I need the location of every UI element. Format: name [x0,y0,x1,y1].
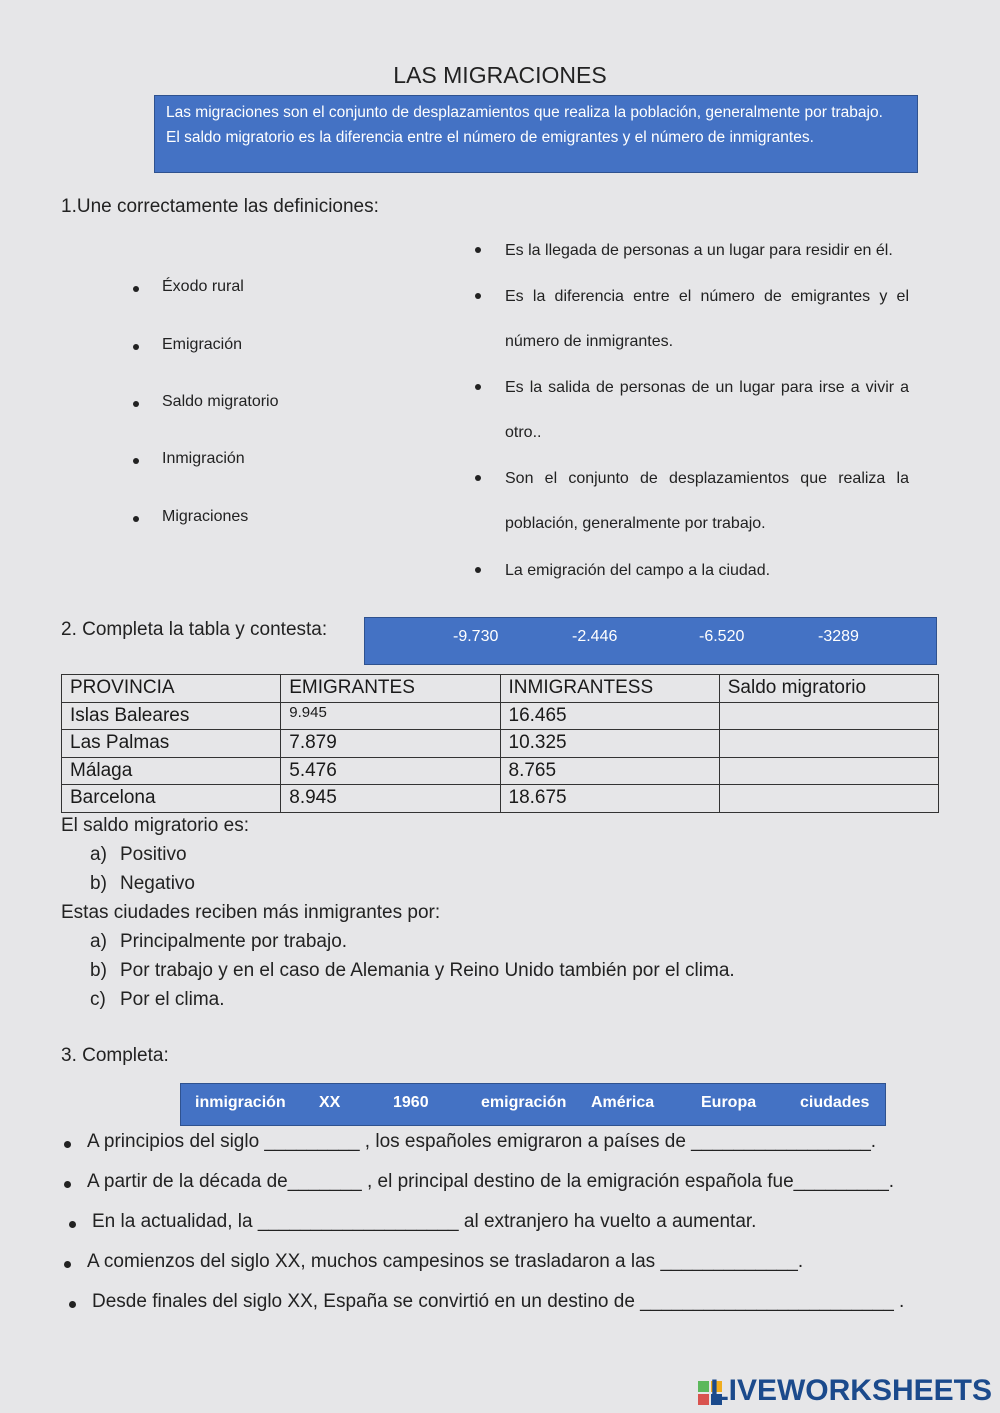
emigrants-cell: 8.945 [281,785,500,813]
term-item[interactable]: Migraciones [162,508,249,525]
table-row [62,757,939,785]
section2-heading: 2. Completa la tabla y contesta: [61,619,328,640]
section3-heading: 3. Completa: [61,1045,169,1066]
balance-answer-cell[interactable] [719,785,938,813]
bank-item[interactable]: -6.520 [699,628,745,645]
table-header-row [62,675,939,703]
province-cell: Las Palmas [62,730,281,758]
bullet-icon [475,475,481,481]
migration-table [61,674,939,813]
bank-item[interactable]: América [591,1094,655,1111]
term-item[interactable]: Inmigración [162,450,245,467]
fill-in-sentence[interactable]: En la actualidad, la ___________________ al extranjero ha vuelto a aumentar. [92,1211,757,1232]
fill-in-sentence[interactable]: A principios del siglo _________ , los españoles emigraron a países de _________________. [87,1131,877,1152]
province-cell: Barcelona [62,785,281,813]
bullet-icon [475,384,481,390]
emigrants-cell: 9.945 [281,702,500,730]
fill-in-sentence[interactable]: A comienzos del siglo XX, muchos campesinos se trasladaron a las _____________. [87,1251,804,1272]
emigrants-cell: 5.476 [281,757,500,785]
province-cell: Málaga [62,757,281,785]
term-item[interactable]: Éxodo rural [162,278,244,295]
bullet-icon [475,567,481,573]
definition-item[interactable]: Es la diferencia entre el número de emigrantes y el número de inmigrantes. [505,274,909,364]
bank-item[interactable]: 1960 [393,1094,429,1111]
bank-item[interactable]: ciudades [800,1094,870,1111]
section1-heading: 1.Une correctamente las definiciones: [61,196,379,217]
answer-bank-numbers [364,617,937,665]
bank-item[interactable]: Europa [701,1094,757,1111]
bank-item[interactable]: -2.446 [572,628,618,645]
bank-item[interactable]: -9.730 [453,628,499,645]
option-item[interactable]: a) Principalmente por trabajo. [90,931,348,952]
column-header: EMIGRANTES [281,675,500,703]
immigrants-cell: 10.325 [500,730,719,758]
definition-item[interactable]: La emigración del campo a la ciudad. [505,548,909,593]
liveworksheets-logo: LIVEWORKSHEETS [710,1374,992,1407]
table-row [62,702,939,730]
immigrants-cell: 18.675 [500,785,719,813]
column-header: PROVINCIA [62,675,281,703]
column-header: Saldo migratorio [719,675,938,703]
balance-answer-cell[interactable] [719,730,938,758]
column-header: INMIGRANTESS [500,675,719,703]
balance-answer-cell[interactable] [719,702,938,730]
balance-answer-cell[interactable] [719,757,938,785]
table-row [62,785,939,813]
bullet-icon [475,247,481,253]
term-item[interactable]: Saldo migratorio [162,393,279,410]
term-item[interactable]: Emigración [162,336,243,353]
province-cell: Islas Baleares [62,702,281,730]
definition-item[interactable]: Es la llegada de personas a un lugar para residir en él. [505,228,909,273]
fill-in-sentence[interactable]: Desde finales del siglo XX, España se convirtió en un destino de ________________________ . [92,1291,905,1312]
immigrants-cell: 16.465 [500,702,719,730]
intro-line-2: El saldo migratorio es la diferencia entre el número de emigrantes y el número de inmigrantes. [166,128,814,146]
definition-item[interactable]: Es la salida de personas de un lugar para irse a vivir a otro.. [505,365,909,455]
question-1: El saldo migratorio es: [61,815,249,836]
option-item[interactable]: c) Por el clima. [90,989,225,1010]
option-item[interactable]: a) Positivo [90,844,187,865]
bank-item[interactable]: emigración [481,1094,567,1111]
page-title: LAS MIGRACIONES [393,62,607,88]
option-item[interactable]: b) Negativo [90,873,195,894]
intro-line-1: Las migraciones son el conjunto de desplazamientos que realiza la población, generalmente por trabajo. [166,104,883,121]
option-item[interactable]: b) Por trabajo y en el caso de Alemania y Reino Unido también por el clima. [90,960,735,981]
definition-item[interactable]: Son el conjunto de desplazamientos que realiza la población, generalmente por trabajo. [505,456,909,546]
bank-item[interactable]: XX [319,1094,341,1111]
immigrants-cell: 8.765 [500,757,719,785]
fill-in-sentence[interactable]: A partir de la década de_______ , el principal destino de la emigración española fue_________. [87,1171,895,1192]
question-2: Estas ciudades reciben más inmigrantes por: [61,902,441,923]
bullet-icon [475,293,481,299]
emigrants-cell: 7.879 [281,730,500,758]
bank-item[interactable]: -3289 [818,628,859,645]
table-row [62,730,939,758]
bank-item[interactable]: inmigración [195,1094,286,1111]
intro-box [154,95,918,173]
answer-bank-words [180,1083,886,1126]
